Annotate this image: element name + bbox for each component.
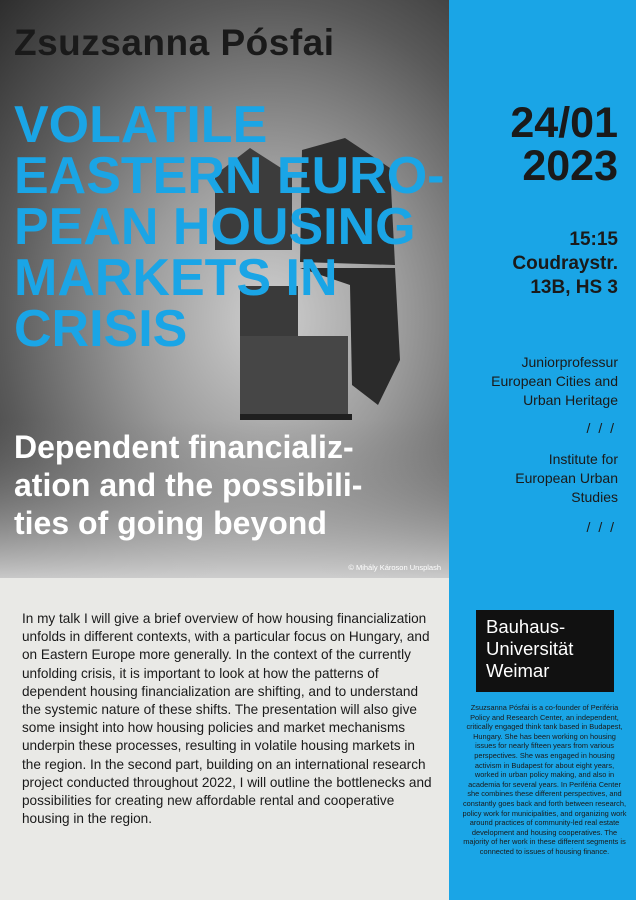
organizer-line: Juniorprofessur bbox=[521, 354, 618, 370]
logo-line: Weimar bbox=[486, 660, 550, 681]
organizer-line: European Cities and bbox=[491, 373, 618, 389]
photo-credit: © Mihály Károson Unsplash bbox=[348, 563, 441, 572]
organizer-line: Urban Heritage bbox=[523, 392, 618, 408]
logo-line: Bauhaus- bbox=[486, 616, 566, 637]
organizer-line: European Urban bbox=[515, 470, 618, 486]
organizer-line: Institute for bbox=[548, 451, 618, 467]
date-year: 2023 bbox=[522, 142, 618, 190]
title-line: EASTERN EURO- bbox=[14, 147, 445, 205]
title-line: MARKETS IN bbox=[14, 249, 338, 307]
location-line: 13B, HS 3 bbox=[530, 277, 618, 298]
university-logo bbox=[476, 610, 614, 692]
lecture-subtitle bbox=[14, 428, 444, 542]
title-line: PEAN HOUSING bbox=[14, 198, 416, 256]
lecture-title bbox=[14, 96, 445, 358]
separator: / / / bbox=[586, 519, 616, 535]
event-time: 15:15 bbox=[569, 229, 618, 250]
date-day-month: 24/01 bbox=[510, 99, 618, 147]
event-time-location bbox=[512, 228, 618, 300]
logo-line: Universität bbox=[486, 638, 574, 659]
separator: / / / bbox=[586, 420, 616, 436]
subtitle-line: ation and the possibili- bbox=[14, 467, 363, 503]
speaker-bio: Zsuzsanna Pósfai is a co-founder of Periféria Policy and Research Center, an independent, critically engaged think tank based in Budapest, Hungary. She has been working on housing issues for nearly fifteen years from various perspectives. She was engaged in housing activism in Budapest for about eight years, worked in urban policy making, and also in academia for several years. In Periféria Center she combines these different perspectives, and constantly goes back and forth between research, policy work for municipalities, and organizing work around practices of community-led real estate development and housing cooperatives. The majority of her work in these different segments is connected to issues of housing finance. bbox=[462, 703, 627, 856]
title-line: VOLATILE bbox=[14, 96, 268, 154]
speaker-name: Zsuzsanna Pósfai bbox=[14, 22, 335, 63]
event-date bbox=[510, 99, 618, 190]
header-photo bbox=[0, 0, 449, 578]
subtitle-line: Dependent financializ- bbox=[14, 429, 354, 465]
organizer-institute bbox=[515, 450, 618, 507]
organizer-juniorprofessur bbox=[491, 353, 618, 410]
abstract-text: In my talk I will give a brief overview of how housing financialization unfolds in different contexts, with a particular focus on Hungary, and on Eastern Europe more generally. In the context of the currently unfolding crisis, it is important to look at how the patterns of dependent housing financialization are shifting, and to understand the systemic nature of these shifts. The presentation will also give some insight into how housing policies and market mechanisms underpin these processes, resulting in volatile housing markets in the region. In the second part, building on an international research project conducted throughout 2022, I will outline the bottlenecks and possibilities for creating new affordable rental and cooperative housing in the region. bbox=[22, 611, 432, 827]
organizer-line: Studies bbox=[571, 489, 618, 505]
location-line: Coudraystr. bbox=[512, 253, 618, 274]
subtitle-line: ties of going beyond bbox=[14, 505, 327, 541]
title-line: CRISIS bbox=[14, 300, 188, 358]
